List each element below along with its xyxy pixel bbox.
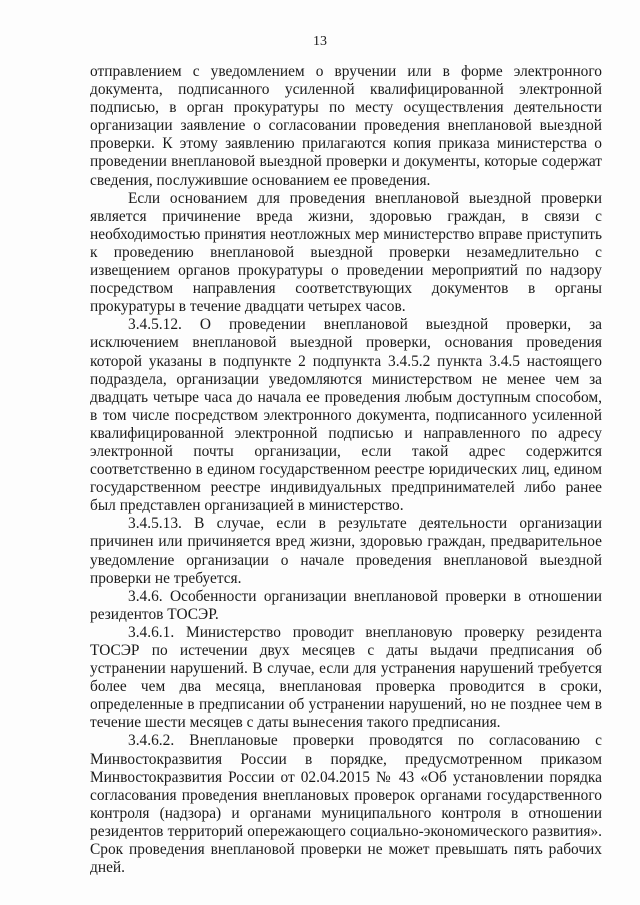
body-text (90, 63, 602, 877)
paragraph-3-4-6-2: 3.4.6.2. Внеплановые проверки проводятся по согласованию с Минвостокразвития России в порядке, предусмотренном приказом Минвостокразвития России от 02.04.2015 № 43 «Об установлении порядка согласования проведения внеплановых проверок органами государственного контроля (надзора) и органами муниципального контроля в отношении резидентов территорий опережающего социально-экономического развития». Срок проведения внеплановой проверки не может превышать пять рабочих дней. (90, 732, 602, 877)
paragraph-3-4-5-13: 3.4.5.13. В случае, если в результате деятельности организации причинен или причиняется вред жизни, здоровью граждан, предварительное уведомление организации о начале проведения внеплановой выездной проверки не требуется. (90, 515, 602, 587)
paragraph-3-4-5-12: 3.4.5.12. О проведении внеплановой выездной проверки, за исключением внеплановой выездной проверки, основания проведения которой указаны в подпункте 2 подпункта 3.4.5.2 пункта 3.4.5 настоящего подраздела, организации уведомляются министерством не менее чем за двадцать четыре часа до начала ее проведения любым доступным способом, в том числе посредством электронного документа, подписанного усиленной квалифицированной электронной подписью и направленного по адресу электронной почты организации, если такой адрес содержится соответственно в едином государственном реестре юридических лиц, едином государственном реестре индивидуальных предпринимателей либо ранее был представлен организацией в министерство. (90, 316, 602, 515)
paragraph-3-4-6: 3.4.6. Особенности организации внеплановой проверки в отношении резидентов ТОСЭР. (90, 587, 602, 623)
paragraph-3-4-6-1: 3.4.6.1. Министерство проводит внеплановую проверку резидента ТОСЭР по истечении двух месяцев с даты выдачи предписания об устранении нарушений. В случае, если для устранения нарушений требуется более чем два месяца, внеплановая проверка проводится в сроки, определенные в предписании об устранении нарушений, но не позднее чем в течение шести месяцев с даты вынесения такого предписания. (90, 623, 602, 732)
paragraph-1: отправлением с уведомлением о вручении или в форме электронного документа, подписанного усиленной квалифицированной электронной подписью, в орган прокуратуры по месту осуществления деятельности организации заявление о согласовании проведения внеплановой выездной проверки. К этому заявлению прилагаются копия приказа министерства о проведении внеплановой выездной проверки и документы, которые содержат сведения, послужившие основанием ее проведения. (90, 63, 602, 189)
page-number: 13 (313, 34, 327, 49)
paragraph-2: Если основанием для проведения внеплановой выездной проверки является причинение вреда жизни, здоровью граждан, в связи с необходимостью принятия неотложных мер министерство вправе приступить к проведению внеплановой выездной проверки незамедлительно с извещением органов прокуратуры о проведении мероприятий по надзору посредством направления соответствующих документов в органы прокуратуры в течение двадцати четырех часов. (90, 189, 602, 316)
